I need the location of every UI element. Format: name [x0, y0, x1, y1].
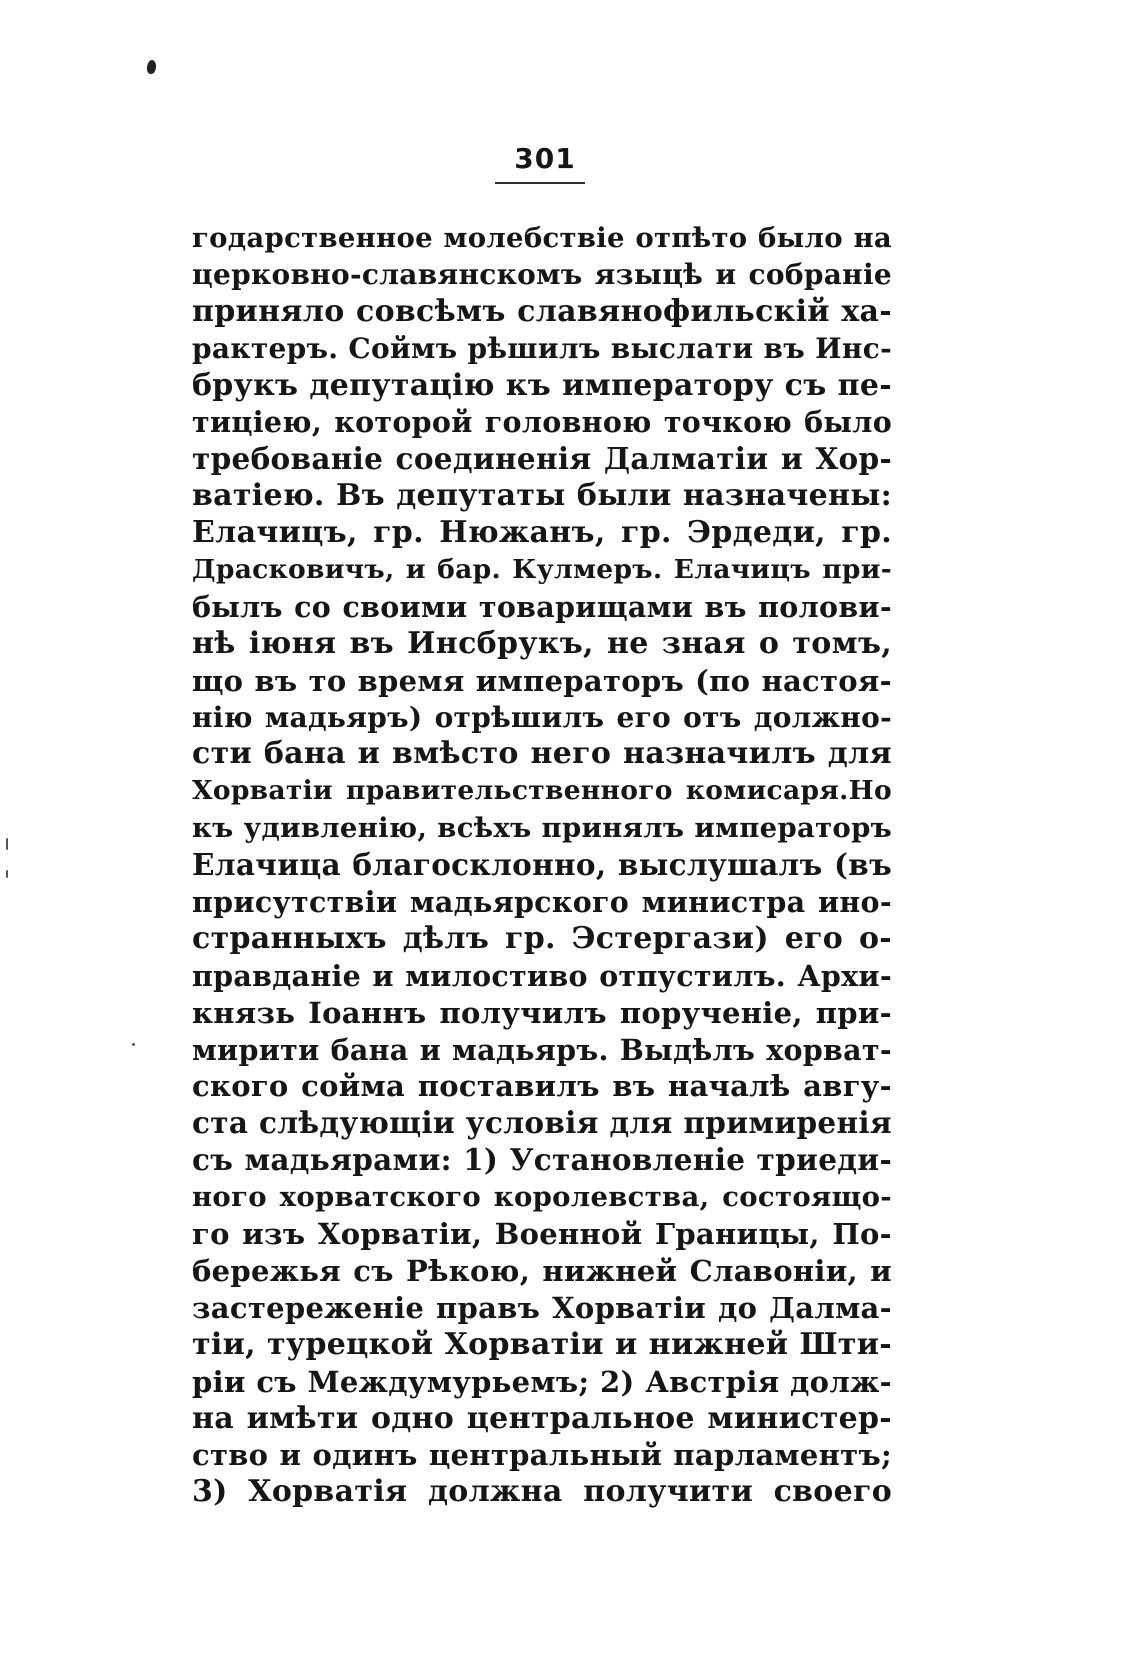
paper-speck: [6, 838, 8, 850]
text-line: брукъ депутацію къ императору съ пе-: [192, 367, 892, 403]
text-line: мирити бана и мадьяръ. Выдѣлъ хорват-: [192, 1032, 892, 1067]
text-line: ріи съ Междумурьемъ; 2) Австрія долж-: [192, 1364, 892, 1399]
text-line: що въ то время императоръ (по настоя-: [192, 663, 892, 698]
text-line: требованіе соединенія Далматіи и Хор-: [192, 441, 892, 477]
ink-mark: [146, 59, 157, 74]
text-line: на имѣти одно центральное министер-: [192, 1400, 892, 1436]
text-line: ватіею. Въ депутаты были назначены:: [192, 478, 892, 514]
text-line: го изъ Хорватіи, Военной Границы, По-: [192, 1217, 892, 1252]
page-number-rule: [495, 182, 585, 184]
text-line: приняло совсѣмъ славянофильскій ха-: [192, 293, 892, 329]
text-line: былъ со своими товарищами въ полови-: [192, 589, 892, 624]
paper-speck: [132, 1043, 135, 1046]
text-line: Хорватіи правительственного комисаря.Но: [192, 775, 892, 807]
text-line: 3) Хорватія должна получити своего: [192, 1474, 892, 1510]
text-line: Елачицъ, гр. Нюжанъ, гр. Эрдеди, гр.: [192, 515, 892, 551]
page-number: 301: [514, 142, 576, 175]
text-line: застереженіе правъ Хорватіи до Далма-: [192, 1290, 892, 1325]
text-line: церковно-славянскомъ языцѣ и собраніе: [192, 257, 892, 291]
text-line: къ удивленію, всѣхъ принялъ императоръ: [192, 812, 892, 845]
text-line: сти бана и вмѣсто него назначилъ для: [192, 736, 892, 772]
text-line: Драсковичъ, и бар. Кулмеръ. Елачицъ при-: [192, 554, 892, 586]
paper-speck: [6, 870, 8, 878]
text-line: ство и одинъ центральный парламентъ;: [192, 1438, 892, 1473]
text-line: князь Іоаннъ получилъ порученіе, при-: [192, 995, 892, 1030]
text-line: нію мадьяръ) отрѣшилъ его отъ должно-: [192, 700, 892, 734]
body-text: [192, 220, 892, 1511]
text-line: годарственное молебствіе отпѣто было на: [192, 222, 892, 254]
text-line: присутствіи мадьярского министра ино-: [192, 885, 892, 920]
text-line: нѣ іюня въ Инсбрукъ, не зная о томъ,: [192, 625, 892, 661]
text-line: правданіе и милостиво отпустилъ. Архи-: [192, 958, 892, 993]
text-line: ного хорватского королевства, состоящо-: [192, 1181, 892, 1214]
text-line: рактеръ. Соймъ рѣшилъ выслати въ Инс-: [192, 331, 892, 365]
text-line: ского сойма поставилъ въ началѣ авгу-: [192, 1069, 892, 1104]
text-line: странныхъ дѣлъ гр. Эстергази) его о-: [192, 920, 892, 956]
text-line: тиціею, которой головною точкою было: [192, 405, 892, 440]
text-line: бережья съ Рѣкою, нижней Славоніи, и: [192, 1253, 892, 1288]
text-line: съ мадьярами: 1) Установленіе триеди-: [192, 1142, 892, 1178]
text-line: ста слѣдующіи условія для примиренія: [192, 1105, 892, 1141]
text-line: тіи, турецкой Хорватіи и нижней Шти-: [192, 1326, 892, 1362]
text-line: Елачица благосклонно, выслушалъ (въ: [192, 847, 892, 883]
